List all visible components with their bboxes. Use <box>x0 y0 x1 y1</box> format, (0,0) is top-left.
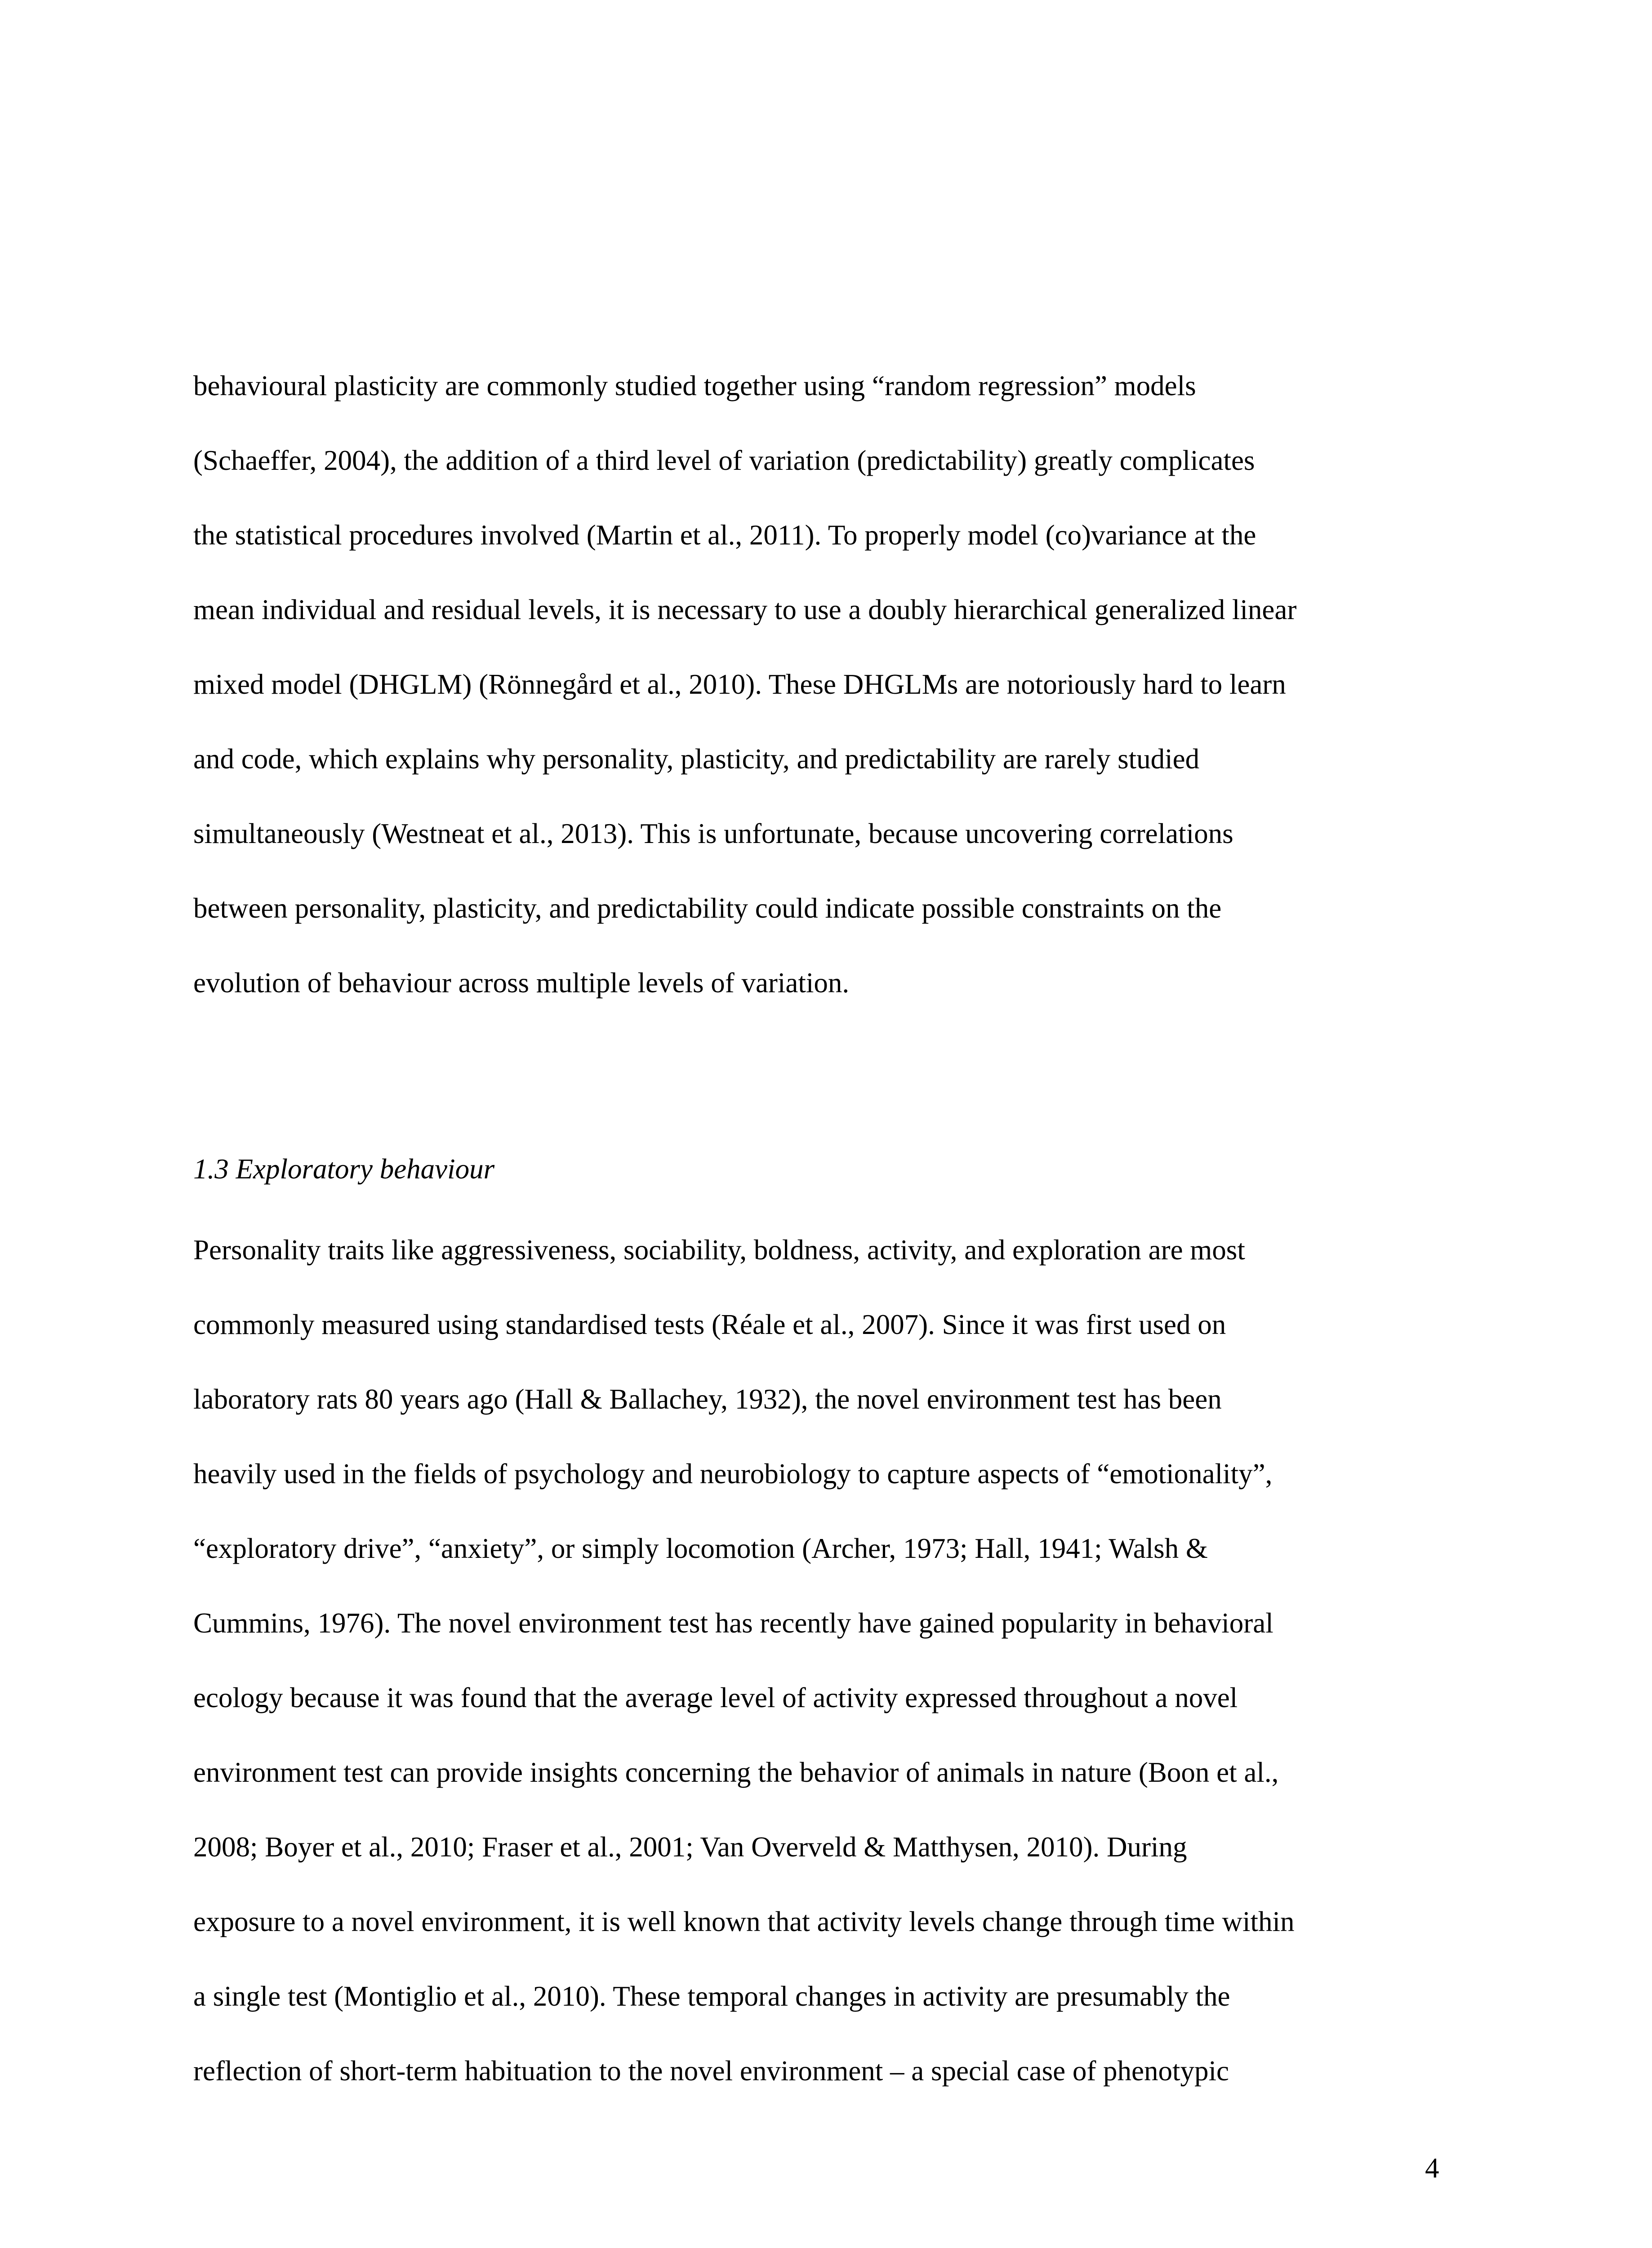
paragraph-line: commonly measured using standardised tests (Réale et al., 2007). Since it was first used on <box>193 1309 1226 1340</box>
paragraph-line: exposure to a novel environment, it is well known that activity levels change through time within <box>193 1906 1295 1937</box>
section-heading: 1.3 Exploratory behaviour <box>193 1153 495 1185</box>
paragraph-line: Cummins, 1976). The novel environment test has recently have gained popularity in behavioral <box>193 1607 1274 1639</box>
paragraph-line: behavioural plasticity are commonly studied together using “random regression” models <box>193 370 1196 401</box>
paragraph-line: Personality traits like aggressiveness, sociability, boldness, activity, and exploration are most <box>193 1234 1245 1266</box>
paragraph-line: “exploratory drive”, “anxiety”, or simply locomotion (Archer, 1973; Hall, 1941; Walsh & <box>193 1533 1208 1564</box>
paragraph-line: mean individual and residual levels, it is necessary to use a doubly hierarchical generalized linear <box>193 594 1297 625</box>
page-number: 4 <box>1425 2152 1439 2184</box>
paragraph-line: evolution of behaviour across multiple levels of variation. <box>193 967 850 999</box>
paragraph-line: reflection of short-term habituation to the novel environment – a special case of phenotypic <box>193 2055 1229 2087</box>
paragraph-line: simultaneously (Westneat et al., 2013). This is unfortunate, because uncovering correlations <box>193 818 1233 849</box>
paragraph-line: environment test can provide insights concerning the behavior of animals in nature (Boon et al., <box>193 1757 1279 1788</box>
paragraph-line: laboratory rats 80 years ago (Hall & Ballachey, 1932), the novel environment test has been <box>193 1383 1222 1415</box>
paragraph-line: ecology because it was found that the average level of activity expressed throughout a novel <box>193 1682 1238 1713</box>
paragraph-line: the statistical procedures involved (Martin et al., 2011). To properly model (co)variance at the <box>193 519 1256 551</box>
paragraph-line: heavily used in the fields of psychology and neurobiology to capture aspects of “emotionality”, <box>193 1458 1273 1490</box>
paragraph-line: and code, which explains why personality, plasticity, and predictability are rarely studied <box>193 743 1200 775</box>
paragraph-line: between personality, plasticity, and predictability could indicate possible constraints on the <box>193 892 1222 924</box>
paragraph-line: 2008; Boyer et al., 2010; Fraser et al., 2001; Van Overveld & Matthysen, 2010). During <box>193 1831 1187 1863</box>
paragraph-line: mixed model (DHGLM) (Rönnegård et al., 2010). These DHGLMs are notoriously hard to learn <box>193 669 1286 700</box>
paragraph-line: a single test (Montiglio et al., 2010). These temporal changes in activity are presumably the <box>193 1980 1230 2012</box>
paragraph-line: (Schaeffer, 2004), the addition of a third level of variation (predictability) greatly complicates <box>193 445 1255 476</box>
